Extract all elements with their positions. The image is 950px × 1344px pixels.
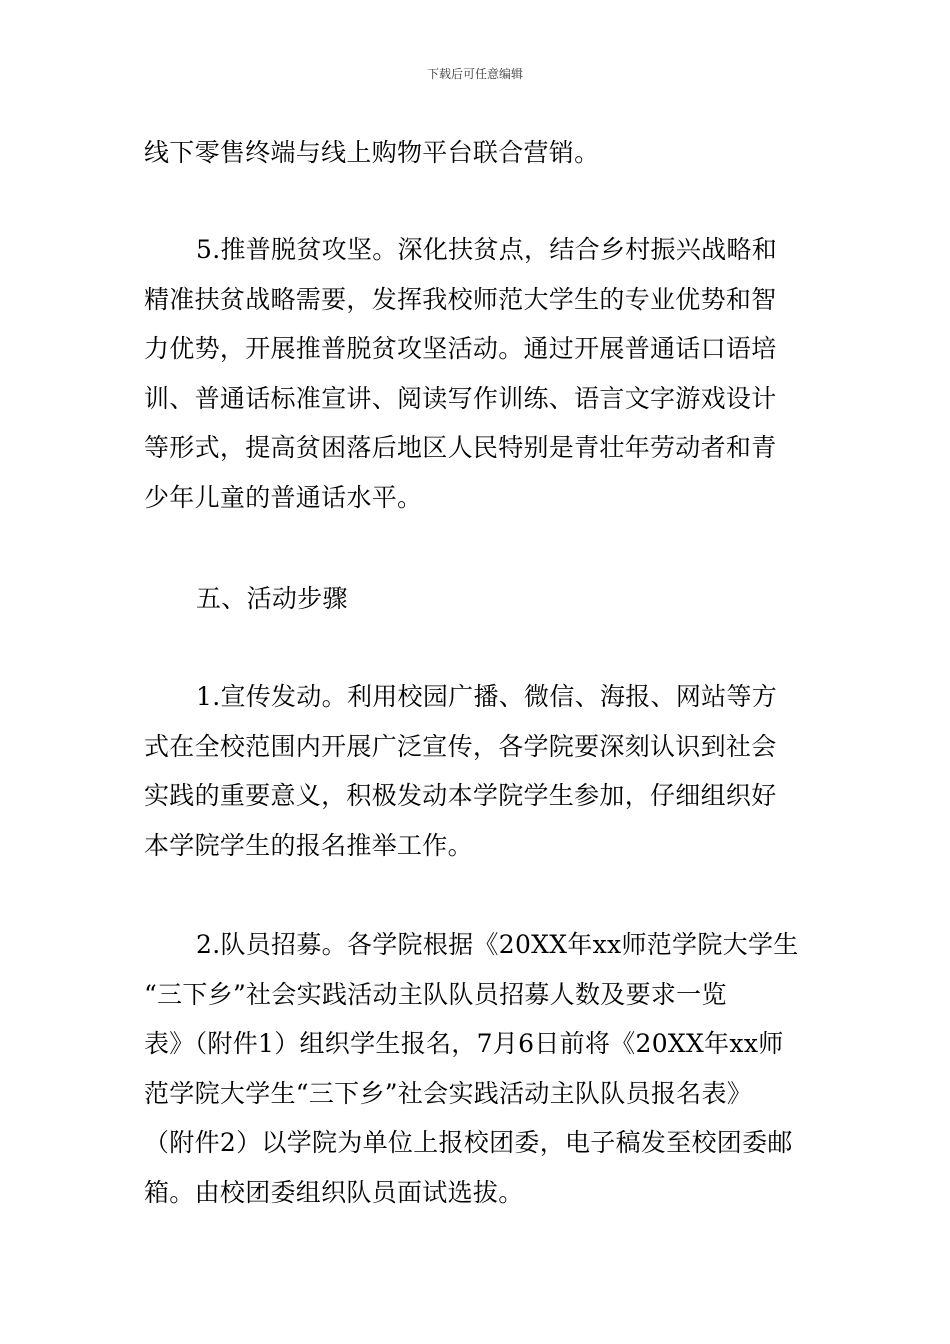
text-line: “三下乡”社会实践活动主队队员招募人数及要求一览 <box>144 979 727 1009</box>
text-line: 1.宣传发动。利用校园广播、微信、海报、网站等方 <box>196 682 778 711</box>
text-line: 箱。由校团委组织队员面试选拔。 <box>144 1177 524 1207</box>
text-line: 范学院大学生“三下乡”社会实践活动主队队员报名表》 <box>144 1078 753 1108</box>
paragraph-step-2 <box>144 920 810 1217</box>
text-line: 训、普通话标准宣讲、阅读写作训练、语言文字游戏设计 <box>144 383 777 413</box>
paragraph-step-1 <box>144 672 810 870</box>
paragraph-item-5 <box>144 225 810 522</box>
text-line: 力优势，开展推普脱贫攻坚活动。通过开展普通话口语培 <box>144 334 777 363</box>
paragraph-continuation <box>144 128 810 178</box>
section-heading-text: 五、活动步骤 <box>196 584 348 613</box>
text-line: 等形式，提高贫困落后地区人民特别是青壮年劳动者和青 <box>144 433 777 462</box>
text-line: 2.队员招募。各学院根据《20XX年xx师范学院大学生 <box>196 930 799 959</box>
page-header-note: 下载后可任意编辑 <box>426 67 523 81</box>
text-line: 式在全校范围内开展广泛宣传，各学院要深刻认识到社会 <box>144 731 777 761</box>
text-line: 本学院学生的报名推举工作。 <box>144 830 473 860</box>
text-line: 表》（附件1）组织学生报名，7月6日前将《20XX年xx师 <box>144 1029 784 1058</box>
text-line: 少年儿童的普通话水平。 <box>144 482 423 512</box>
text-line: 精准扶贫战略需要，发挥我校师范大学生的专业优势和智 <box>144 284 777 314</box>
text-line: 5.推普脱贫攻坚。深化扶贫点，结合乡村振兴战略和 <box>196 235 778 264</box>
text-line: 实践的重要意义，积极发动本学院学生参加，仔细组织好 <box>144 781 777 810</box>
text-line: （附件2）以学院为单位上报校团委，电子稿发至校团委邮 <box>144 1128 793 1157</box>
section-heading <box>144 574 810 624</box>
text-line: 线下零售终端与线上购物平台联合营销。 <box>144 138 600 167</box>
